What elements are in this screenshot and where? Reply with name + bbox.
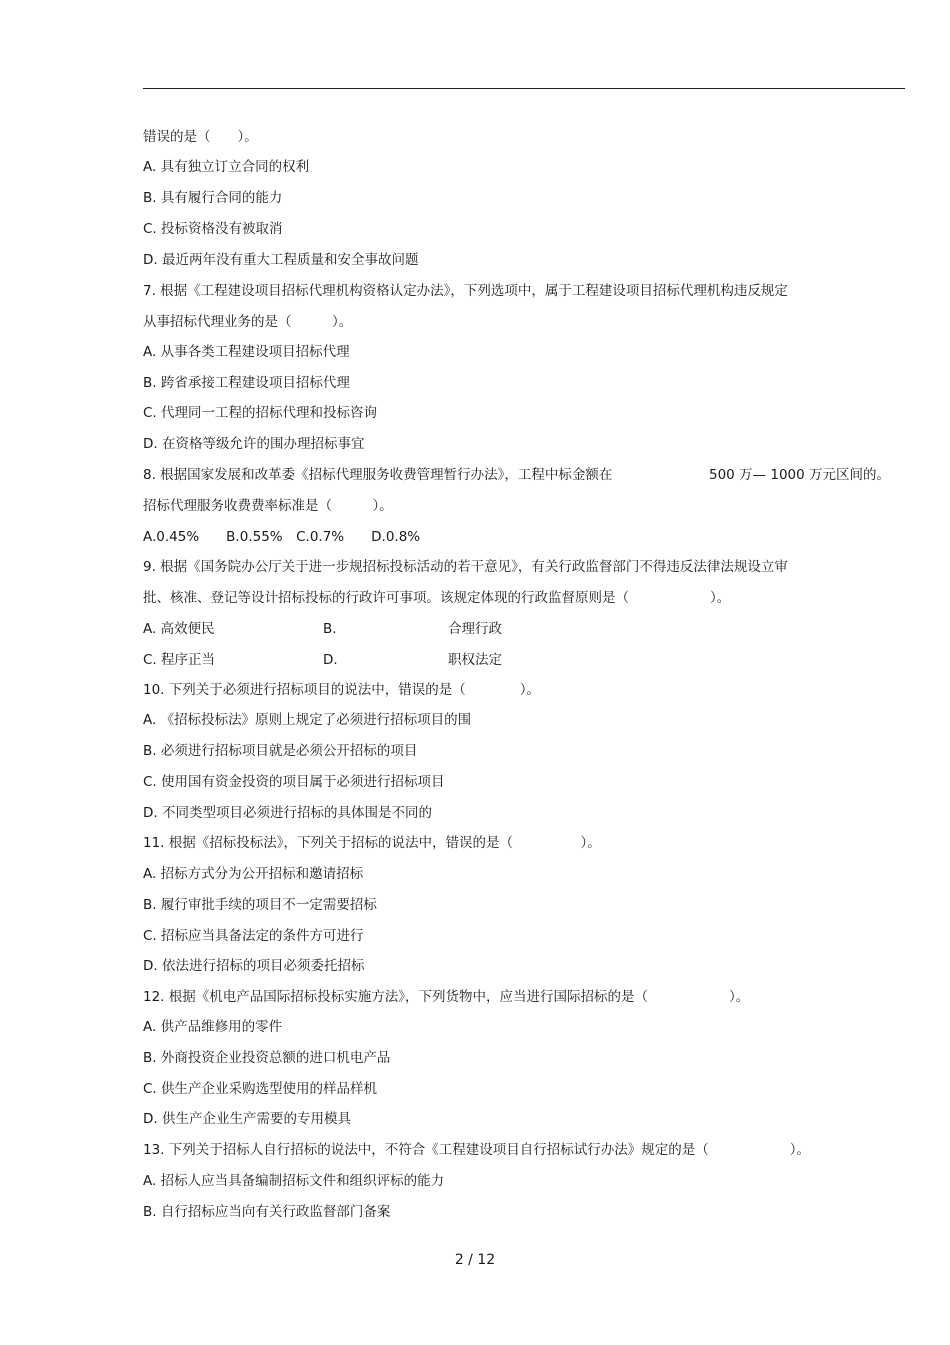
option-b-letter: B.: [323, 621, 337, 637]
option-line: C. 投标资格没有被取消: [143, 221, 283, 237]
option-b-text: 合理行政: [448, 621, 502, 637]
question-7-cont: 从事招标代理业务的是（ ）。: [143, 314, 353, 330]
question-8-amount: 500 万— 1000 万元区间的。: [709, 467, 890, 483]
option-line: C. 供生产企业采购选型使用的样品样机: [143, 1081, 378, 1097]
question-7: 7. 根据《工程建设项目招标代理机构资格认定办法》，下列选项中，属于工程建设项目招标代理机构违反规定: [143, 283, 788, 299]
option-line: B. 必须进行招标项目就是必须公开招标的项目: [143, 743, 418, 759]
option-line: D. 最近两年没有重大工程质量和安全事故问题: [143, 252, 419, 268]
option-line: C. 使用国有资金投资的项目属于必须进行招标项目: [143, 774, 445, 790]
option-line: A. 招标人应当具备编制招标文件和组织评标的能力: [143, 1173, 445, 1189]
option-c: C. 程序正当: [143, 652, 216, 668]
option-line: D. 依法进行招标的项目必须委托招标: [143, 958, 365, 974]
option-line: D. 在资格等级允许的围办理招标事宜: [143, 436, 365, 452]
option-line: C. 代理同一工程的招标代理和投标咨询: [143, 405, 378, 421]
question-8-cont: 招标代理服务收费费率标准是（ ）。: [143, 498, 393, 514]
option-line: B. 外商投资企业投资总额的进口机电产品: [143, 1050, 391, 1066]
option-line: D. 供生产企业生产需要的专用模具: [143, 1111, 351, 1127]
option-line: A. 从事各类工程建设项目招标代理: [143, 344, 350, 360]
page-number: 2 / 12: [454, 1252, 496, 1268]
option-line: A.0.45% B.0.55% C.0.7% D.0.8%: [143, 529, 421, 545]
option-line: B. 具有履行合同的能力: [143, 190, 283, 206]
question-8: 8. 根据国家发展和改革委《招标代理服务收费管理暂行办法》，工程中标金额在: [143, 467, 613, 483]
question-11: 11. 根据《招标投标法》，下列关于招标的说法中，错误的是（ ）。: [143, 835, 601, 851]
question-13: 13. 下列关于招标人自行招标的说法中，不符合《工程建设项目自行招标试行办法》规定的是（ ）。: [143, 1142, 811, 1158]
option-d-letter: D.: [323, 652, 338, 668]
option-line: A. 供产品维修用的零件: [143, 1019, 283, 1035]
option-line: B. 履行审批手续的项目不一定需要招标: [143, 897, 377, 913]
option-a: A. 高效便民: [143, 621, 215, 637]
option-line: D. 不同类型项目必须进行招标的具体围是不同的: [143, 805, 432, 821]
option-line: A. 招标方式分为公开招标和邀请招标: [143, 866, 364, 882]
question-9: 9. 根据《国务院办公厅关于进一步规招标投标活动的若干意见》，有关行政监督部门不得违反法律法规设立审: [143, 559, 788, 575]
option-line: A. 具有独立订立合同的权利: [143, 159, 310, 175]
question-12: 12. 根据《机电产品国际招标投标实施方法》，下列货物中，应当进行国际招标的是（ ）。: [143, 989, 750, 1005]
option-line: A. 《招标投标法》原则上规定了必须进行招标项目的围: [143, 712, 472, 728]
option-line: B. 跨省承接工程建设项目招标代理: [143, 375, 350, 391]
question-10: 10. 下列关于必须进行招标项目的说法中，错误的是（ ）。: [143, 682, 541, 698]
option-line: B. 自行招标应当向有关行政监督部门备案: [143, 1204, 391, 1220]
option-line: C. 招标应当具备法定的条件方可进行: [143, 928, 364, 944]
text-line: 错误的是（ ）。: [143, 129, 258, 145]
option-d-text: 职权法定: [448, 652, 502, 668]
header-rule: [143, 88, 905, 89]
question-9-cont: 批、核准、登记等设计招标投标的行政许可事项。该规定体现的行政监督原则是（ ）。: [143, 590, 731, 606]
